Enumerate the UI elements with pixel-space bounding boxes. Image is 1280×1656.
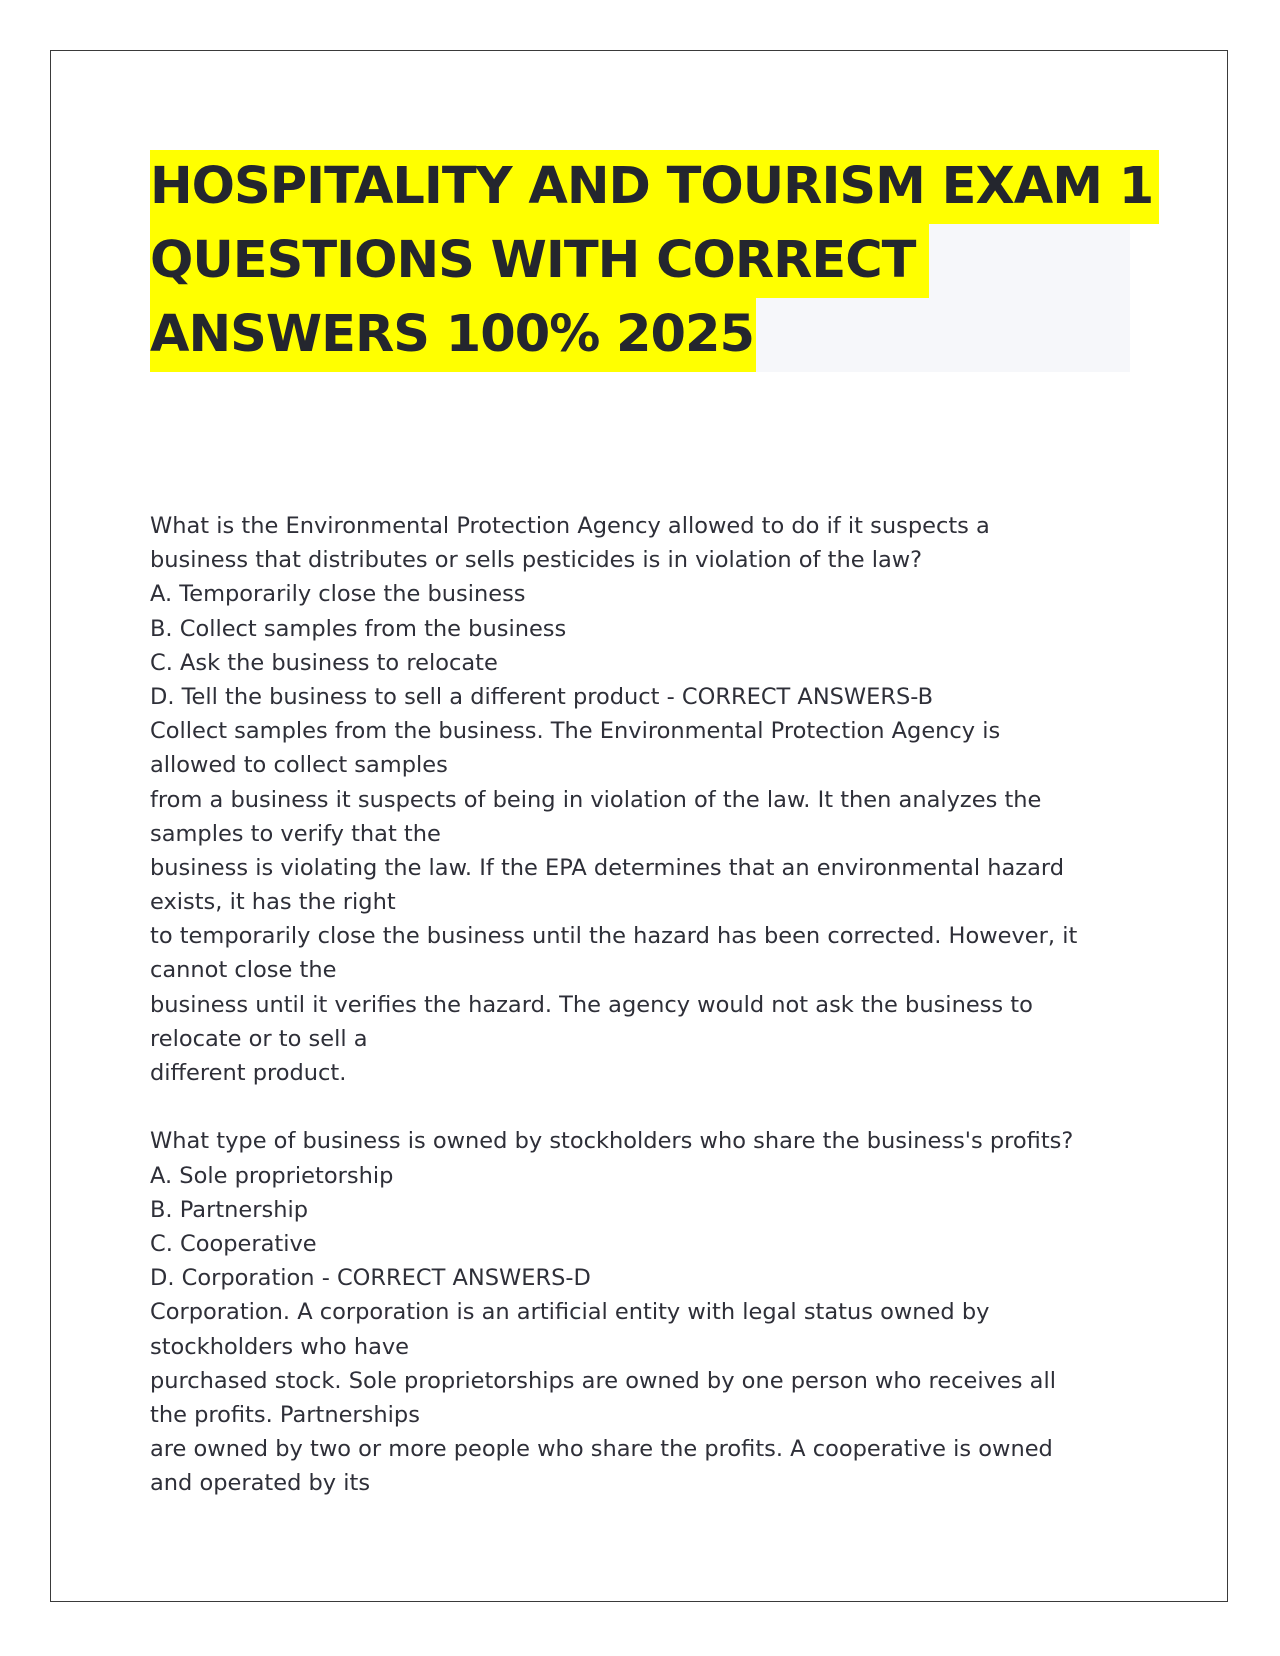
question-2-explanation-line: purchased stock. Sole proprietorships are owned by one person who receives all bbox=[150, 1367, 1056, 1394]
document-title-line-1: HOSPITALITY AND TOURISM EXAM 1 bbox=[150, 150, 1159, 224]
question-1-explanation-line: cannot close the bbox=[150, 957, 337, 984]
question-block-1 bbox=[150, 509, 1150, 1090]
question-2-explanation-line: Corporation. A corporation is an artificial entity with legal status owned by bbox=[150, 1299, 990, 1326]
question-1-explanation-line: to temporarily close the business until the hazard has been corrected. However, it bbox=[150, 923, 1078, 950]
question-2-option-b: B. Partnership bbox=[150, 1196, 309, 1223]
question-1-explanation-line: business is violating the law. If the EPA determines that an environmental hazard bbox=[150, 854, 1065, 881]
question-1-option-b: B. Collect samples from the business bbox=[150, 615, 567, 642]
document-body bbox=[150, 509, 1150, 1500]
question-2-text-line: What type of business is owned by stockholders who share the business's profits? bbox=[150, 1128, 1074, 1155]
question-2-explanation-line: are owned by two or more people who share the profits. A cooperative is owned bbox=[150, 1436, 1053, 1463]
question-1-explanation-line: Collect samples from the business. The Environmental Protection Agency is bbox=[150, 718, 1001, 745]
question-1-explanation-line: allowed to collect samples bbox=[150, 752, 448, 779]
question-1-explanation-line: different product. bbox=[150, 1060, 347, 1086]
question-1-option-d-answer: D. Tell the business to sell a different product - CORRECT ANSWERS-B bbox=[150, 683, 934, 710]
question-1-explanation-line: from a business it suspects of being in violation of the law. It then analyzes the bbox=[150, 786, 1042, 813]
question-1-text-line: What is the Environmental Protection Agency allowed to do if it suspects a bbox=[150, 513, 990, 539]
question-2-explanation-line: and operated by its bbox=[150, 1470, 371, 1497]
question-1-explanation-line: business until it verifies the hazard. The agency would not ask the business to bbox=[150, 991, 1033, 1018]
question-1-explanation-line: exists, it has the right bbox=[150, 889, 396, 916]
document-title-line-3: ANSWERS 100% 2025 bbox=[150, 298, 756, 372]
question-1-explanation-line: samples to verify that the bbox=[150, 820, 441, 847]
paragraph-gap bbox=[150, 1090, 1150, 1124]
document-title-line-2: QUESTIONS WITH CORRECT bbox=[150, 224, 929, 298]
question-2-explanation-line: stockholders who have bbox=[150, 1333, 410, 1360]
question-2-explanation-line: the profits. Partnerships bbox=[150, 1401, 420, 1428]
question-1-option-c: C. Ask the business to relocate bbox=[150, 649, 498, 676]
question-1-explanation-line: relocate or to sell a bbox=[150, 1025, 368, 1052]
question-2-option-c: C. Cooperative bbox=[150, 1230, 317, 1257]
question-2-option-d-answer: D. Corporation - CORRECT ANSWERS-D bbox=[150, 1265, 591, 1292]
question-2-option-a: A. Sole proprietorship bbox=[150, 1162, 394, 1189]
question-block-2 bbox=[150, 1124, 1150, 1500]
question-1-text-line: business that distributes or sells pesticides is in violation of the law? bbox=[150, 547, 923, 574]
question-1-option-a: A. Temporarily close the business bbox=[150, 581, 526, 608]
